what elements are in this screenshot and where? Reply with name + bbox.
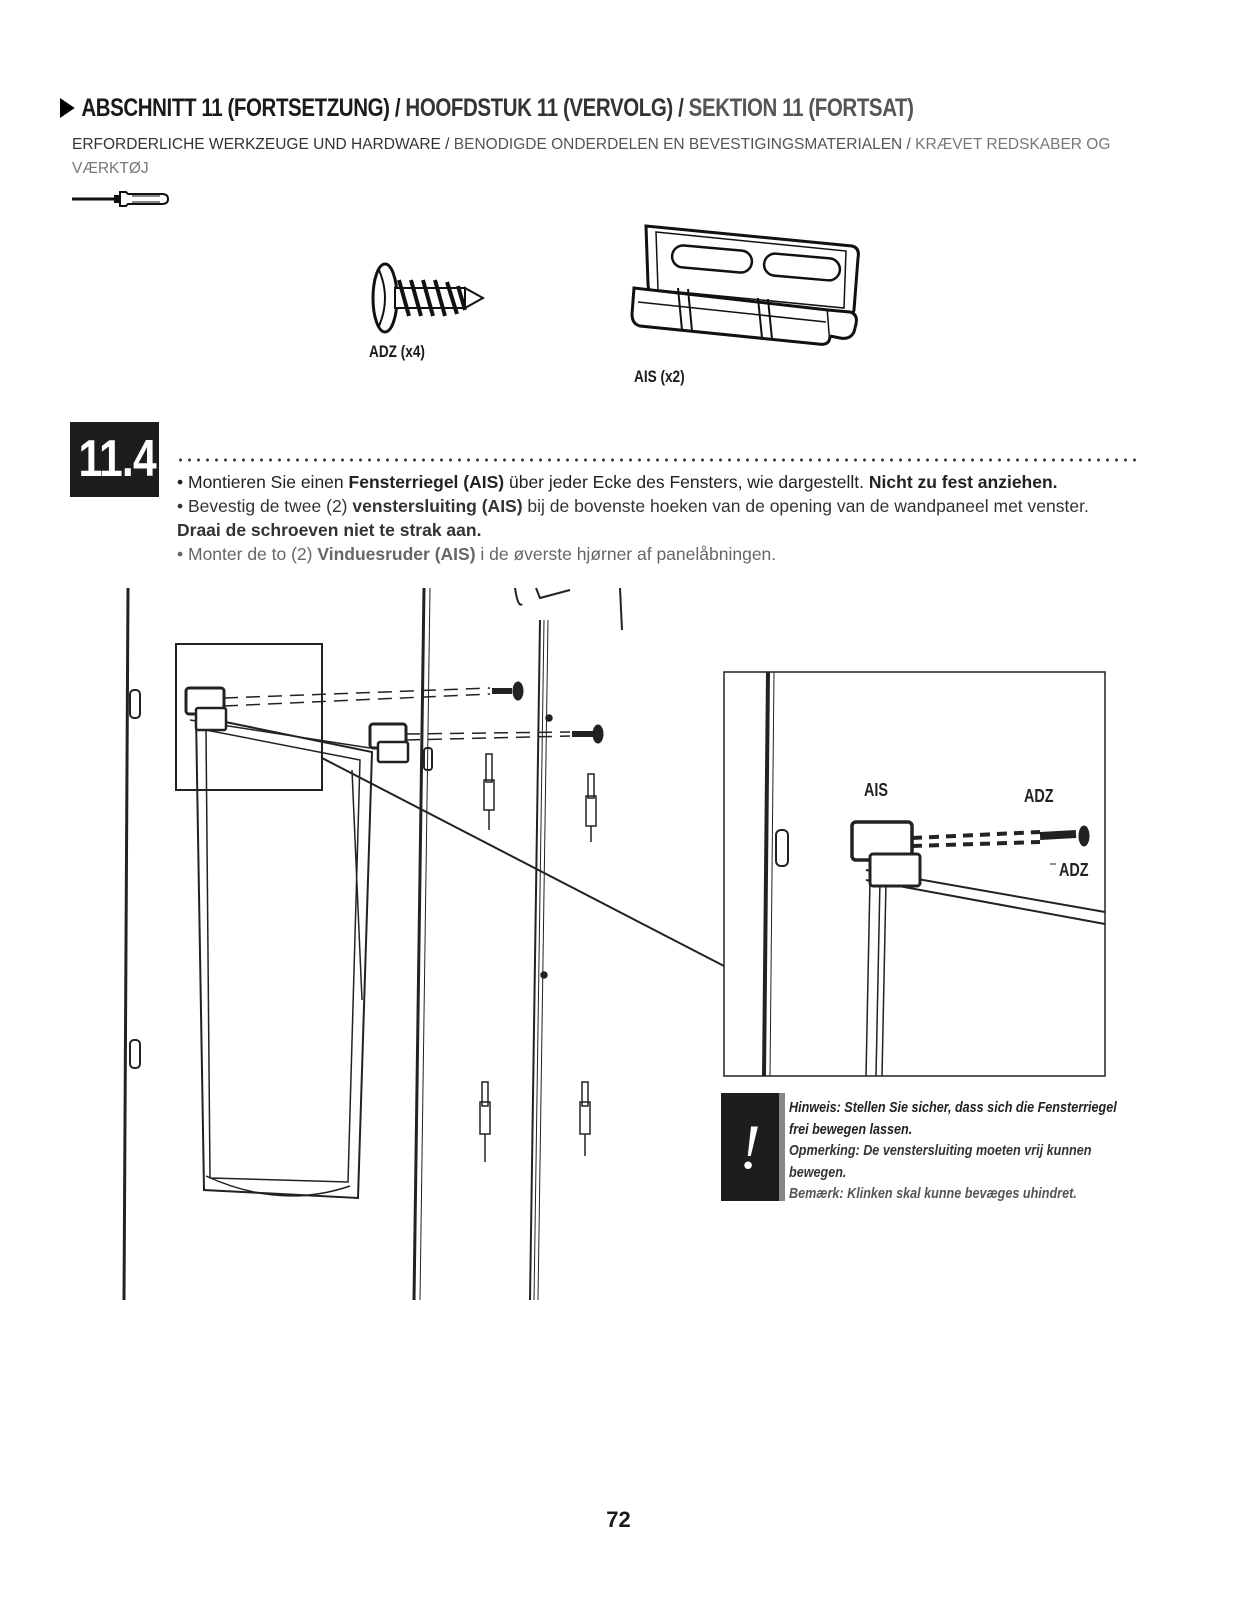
play-triangle-icon [60,98,75,118]
page-number: 72 [606,1507,631,1532]
note-text [789,1097,1149,1205]
instruction-nl: • Bevestig de twee (2) venstersluiting (AIS) bij de bovenste hoeken van de opening van de wandpaneel met venster. [177,496,1089,516]
latch-part-image [628,218,864,360]
note-nl-line2: bewegen. [789,1163,847,1181]
latch-label: AIS (x2) [634,367,685,386]
callout-ais-label: AIS [864,780,889,800]
section-header [60,94,1180,123]
tools-da: KRÆVET REDSKABER OG VÆRKTØJ [72,136,1111,177]
title-nl: HOOFDSTUK 11 (VERVOLG) / [405,94,684,122]
tools-de: ERFORDERLICHE WERKZEUGE UND HARDWARE / [72,136,450,153]
note-de-line2: frei bewegen lassen. [789,1120,913,1138]
screw-part-image [365,260,490,340]
step-instructions [177,470,1142,566]
exclamation-icon: ! [721,1093,785,1201]
section-title [60,94,978,123]
note-de-line1: Hinweis: Stellen Sie sicher, dass sich die Fensterriegel [789,1099,1117,1116]
callout-adz-bottom-label: ADZ [1059,860,1089,880]
step-number-badge: 11.4 [70,422,159,497]
note-nl-line1: Opmerking: De venstersluiting moeten vrij kunnen [789,1142,1092,1159]
instruction-da: • Monter de to (2) Vinduesruder (AIS) i de øverste hjørner af panelåbningen. [177,544,777,564]
instruction-nl-warning: Draai de schroeven niet te strak aan. [177,520,482,540]
title-de: ABSCHNITT 11 (FORTSETZUNG) / [81,94,401,122]
dotted-divider [176,458,1140,462]
note-da-line1: Bemærk: Klinken skal kunne bevæges uhindret. [789,1185,1077,1202]
title-da: SEKTION 11 (FORTSAT) [688,94,914,122]
instruction-de: • Montieren Sie einen Fensterriegel (AIS) über jeder Ecke des Fensters, wie dargestellt. Nicht zu fest anziehen. [177,472,1058,492]
tools-nl: BENODIGDE ONDERDELEN EN BEVESTIGINGSMATERIALEN / [453,136,911,153]
tools-heading [72,133,1152,181]
screw-label: ADZ (x4) [369,342,425,361]
callout-adz-top-label: ADZ [1024,786,1054,806]
assembly-diagram [0,580,1237,1320]
screwdriver-icon [70,188,170,210]
